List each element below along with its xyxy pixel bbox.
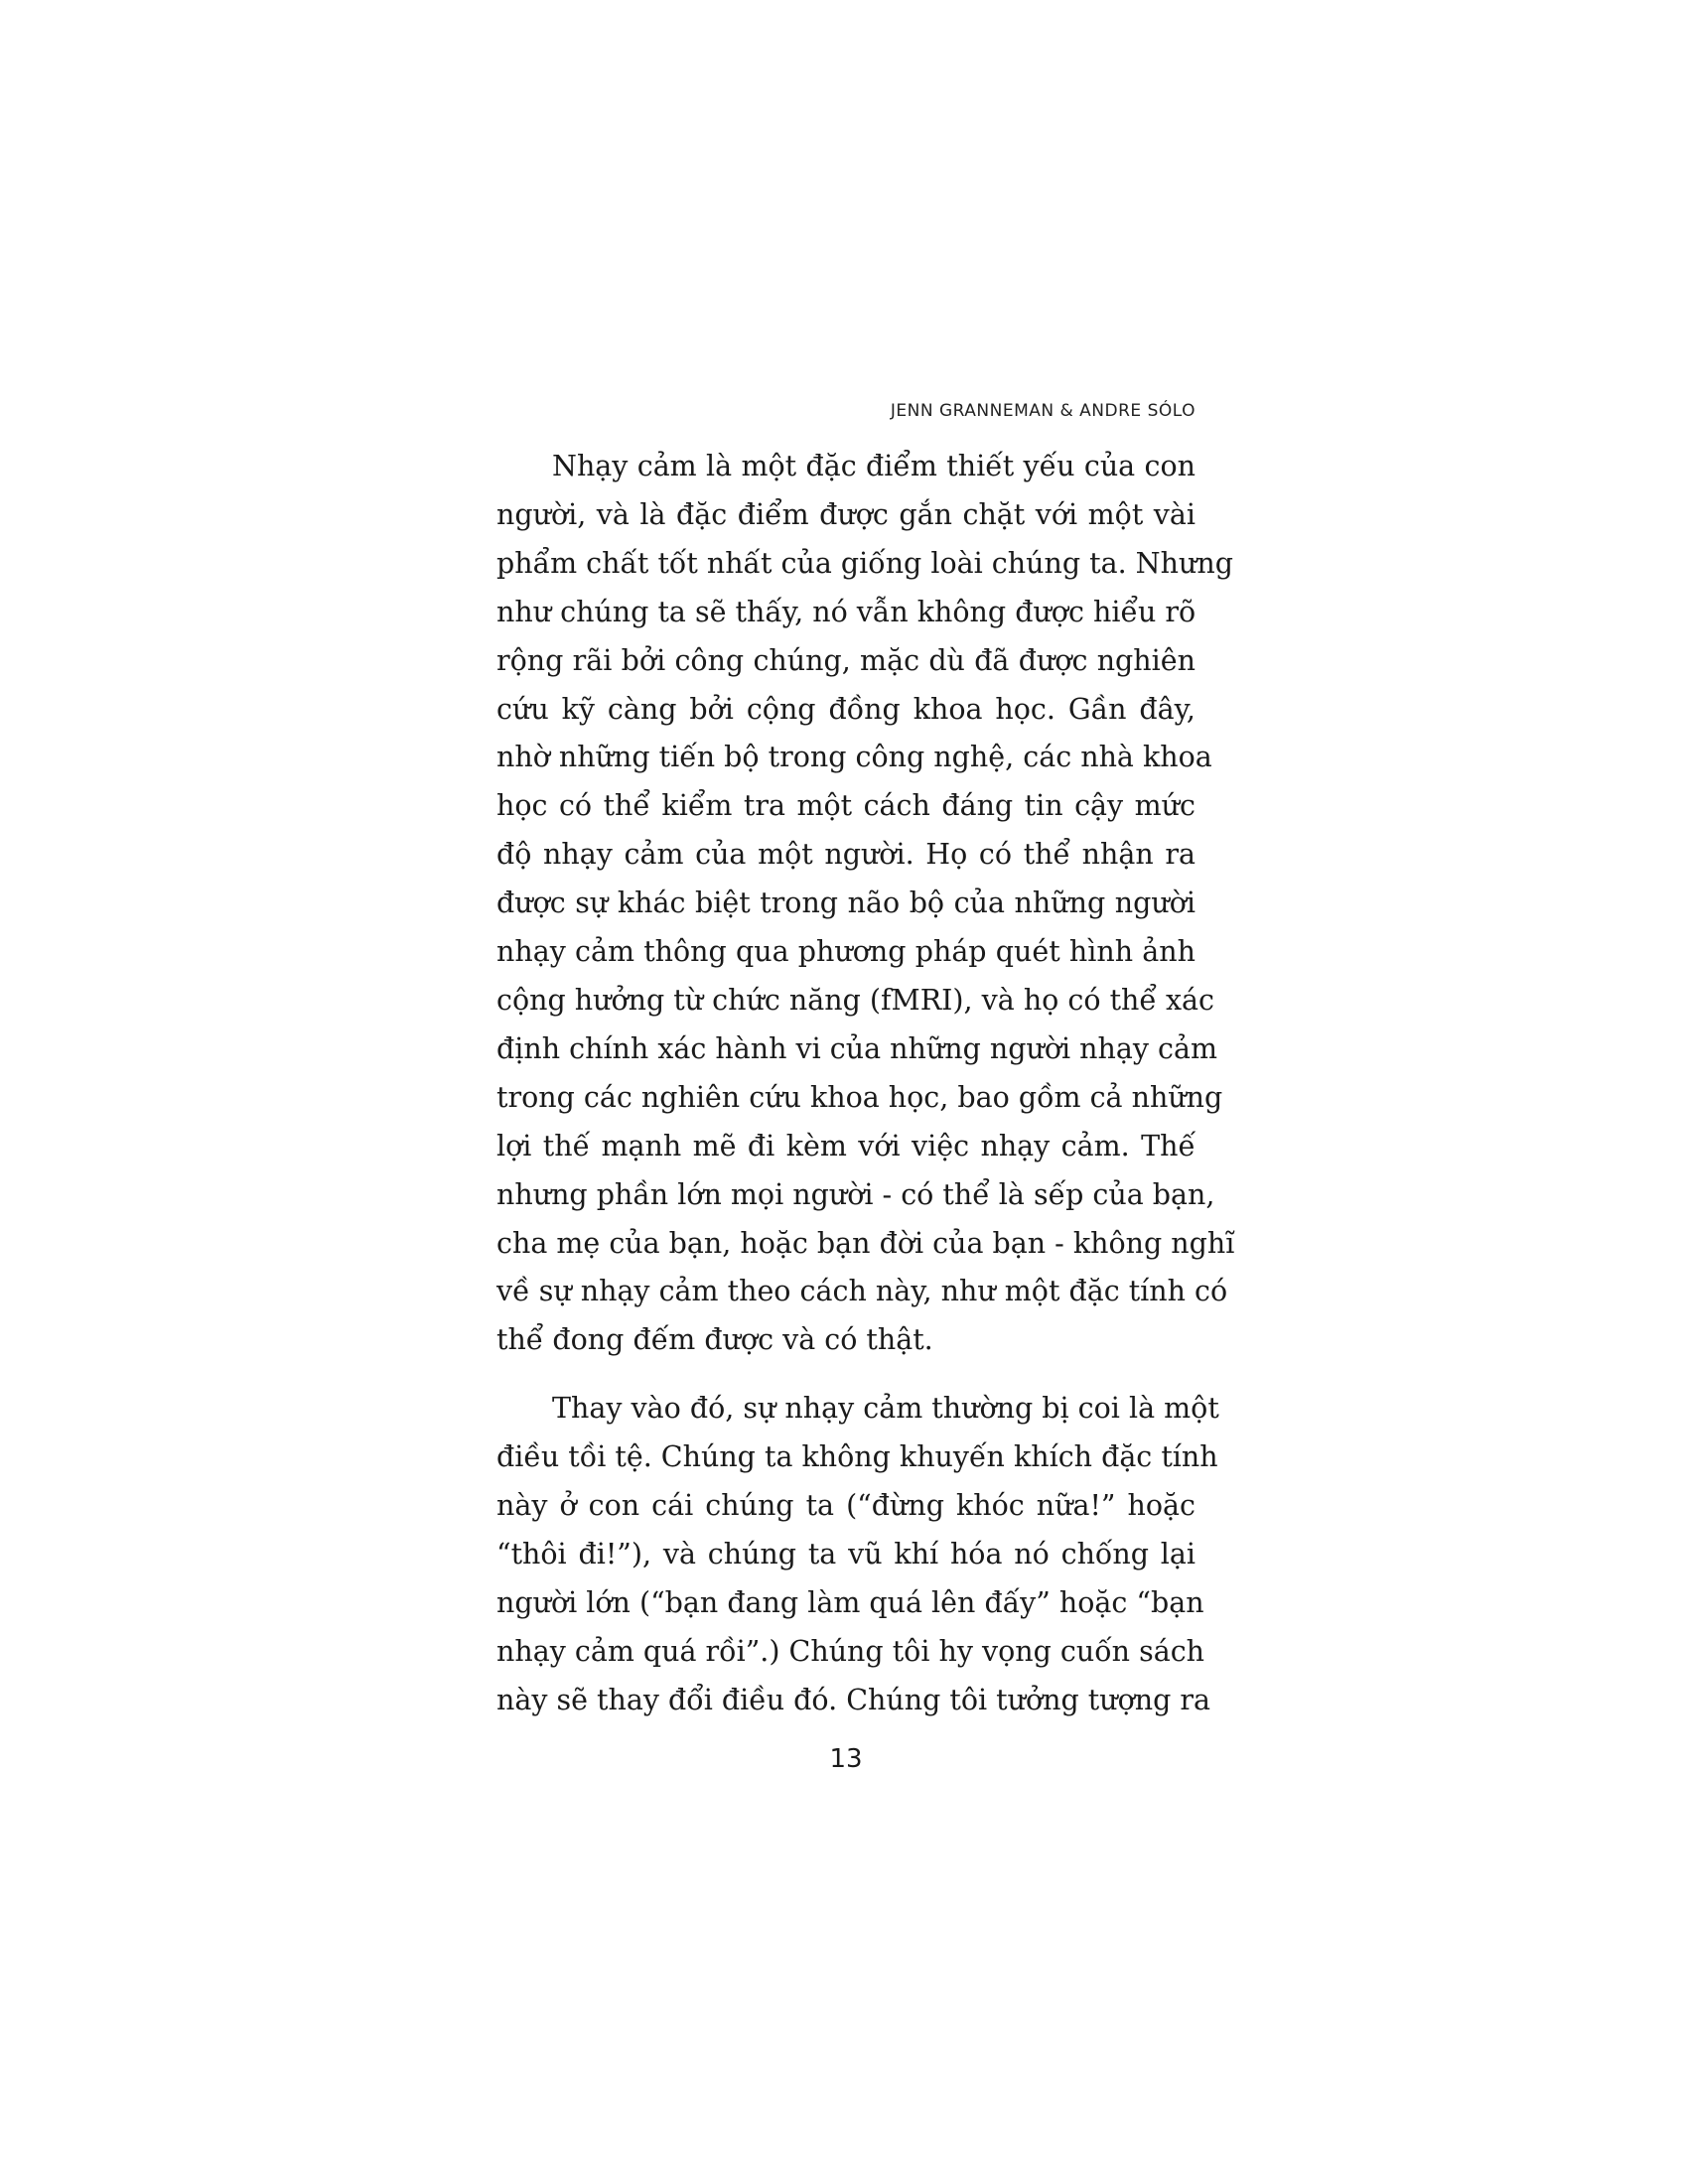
body-text (496, 443, 1235, 1725)
text-line: người, và là đặc điểm được gắn chặt với một vài (496, 497, 1196, 531)
text-line: điều tồi tệ. Chúng ta không khuyến khích đặc tính (496, 1440, 1218, 1474)
text-line: độ nhạy cảm của một người. Họ có thể nhận ra (496, 838, 1196, 872)
text-line: được sự khác biệt trong não bộ của những người (496, 887, 1196, 920)
text-line: cha mẹ của bạn, hoặc bạn đời của bạn - không nghĩ (496, 1226, 1235, 1260)
text-line: “thôi đi!”), và chúng ta vũ khí hóa nó chống lại (496, 1537, 1196, 1570)
paragraph-1 (496, 443, 1235, 1365)
text-line: nhạy cảm quá rồi”.) Chúng tôi hy vọng cuốn sách (496, 1634, 1205, 1668)
text-line: thể đong đếm được và có thật. (496, 1323, 933, 1357)
text-line: rộng rãi bởi công chúng, mặc dù đã được nghiên (496, 643, 1196, 677)
text-line: người lớn (“bạn đang làm quá lên đấy” hoặc “bạn (496, 1585, 1204, 1619)
text-line: nhưng phần lớn mọi người - có thể là sếp của bạn, (496, 1177, 1215, 1211)
page-number: 13 (829, 1744, 863, 1774)
text-line: lợi thế mạnh mẽ đi kèm với việc nhạy cảm. Thế (496, 1129, 1196, 1162)
text-line: về sự nhạy cảm theo cách này, như một đặc tính có (496, 1275, 1228, 1308)
text-line: này sẽ thay đổi điều đó. Chúng tôi tưởng tượng ra (496, 1683, 1211, 1716)
text-line: học có thể kiểm tra một cách đáng tin cậy mức (496, 789, 1196, 823)
text-line: cứu kỹ càng bởi cộng đồng khoa học. Gần đây, (496, 692, 1196, 726)
running-header: JENN GRANNEMAN & ANDRE SÓLO (890, 401, 1196, 421)
text-line: Nhạy cảm là một đặc điểm thiết yếu của con (552, 450, 1196, 482)
text-line: Thay vào đó, sự nhạy cảm thường bị coi là một (552, 1392, 1219, 1426)
text-line: định chính xác hành vi của những người nhạy cảm (496, 1031, 1218, 1065)
text-line: nhờ những tiến bộ trong công nghệ, các nhà khoa (496, 741, 1212, 774)
text-line: phẩm chất tốt nhất của giống loài chúng ta. Nhưng (496, 546, 1233, 580)
text-line: cộng hưởng từ chức năng (fMRI), và họ có thể xác (496, 983, 1215, 1017)
text-line: trong các nghiên cứu khoa học, bao gồm cả những (496, 1080, 1223, 1114)
text-line: này ở con cái chúng ta (“đừng khóc nữa!” hoặc (496, 1489, 1196, 1523)
text-line: nhạy cảm thông qua phương pháp quét hình ảnh (496, 935, 1196, 969)
text-line: như chúng ta sẽ thấy, nó vẫn không được hiểu rõ (496, 595, 1196, 628)
paragraph-2 (496, 1385, 1219, 1724)
